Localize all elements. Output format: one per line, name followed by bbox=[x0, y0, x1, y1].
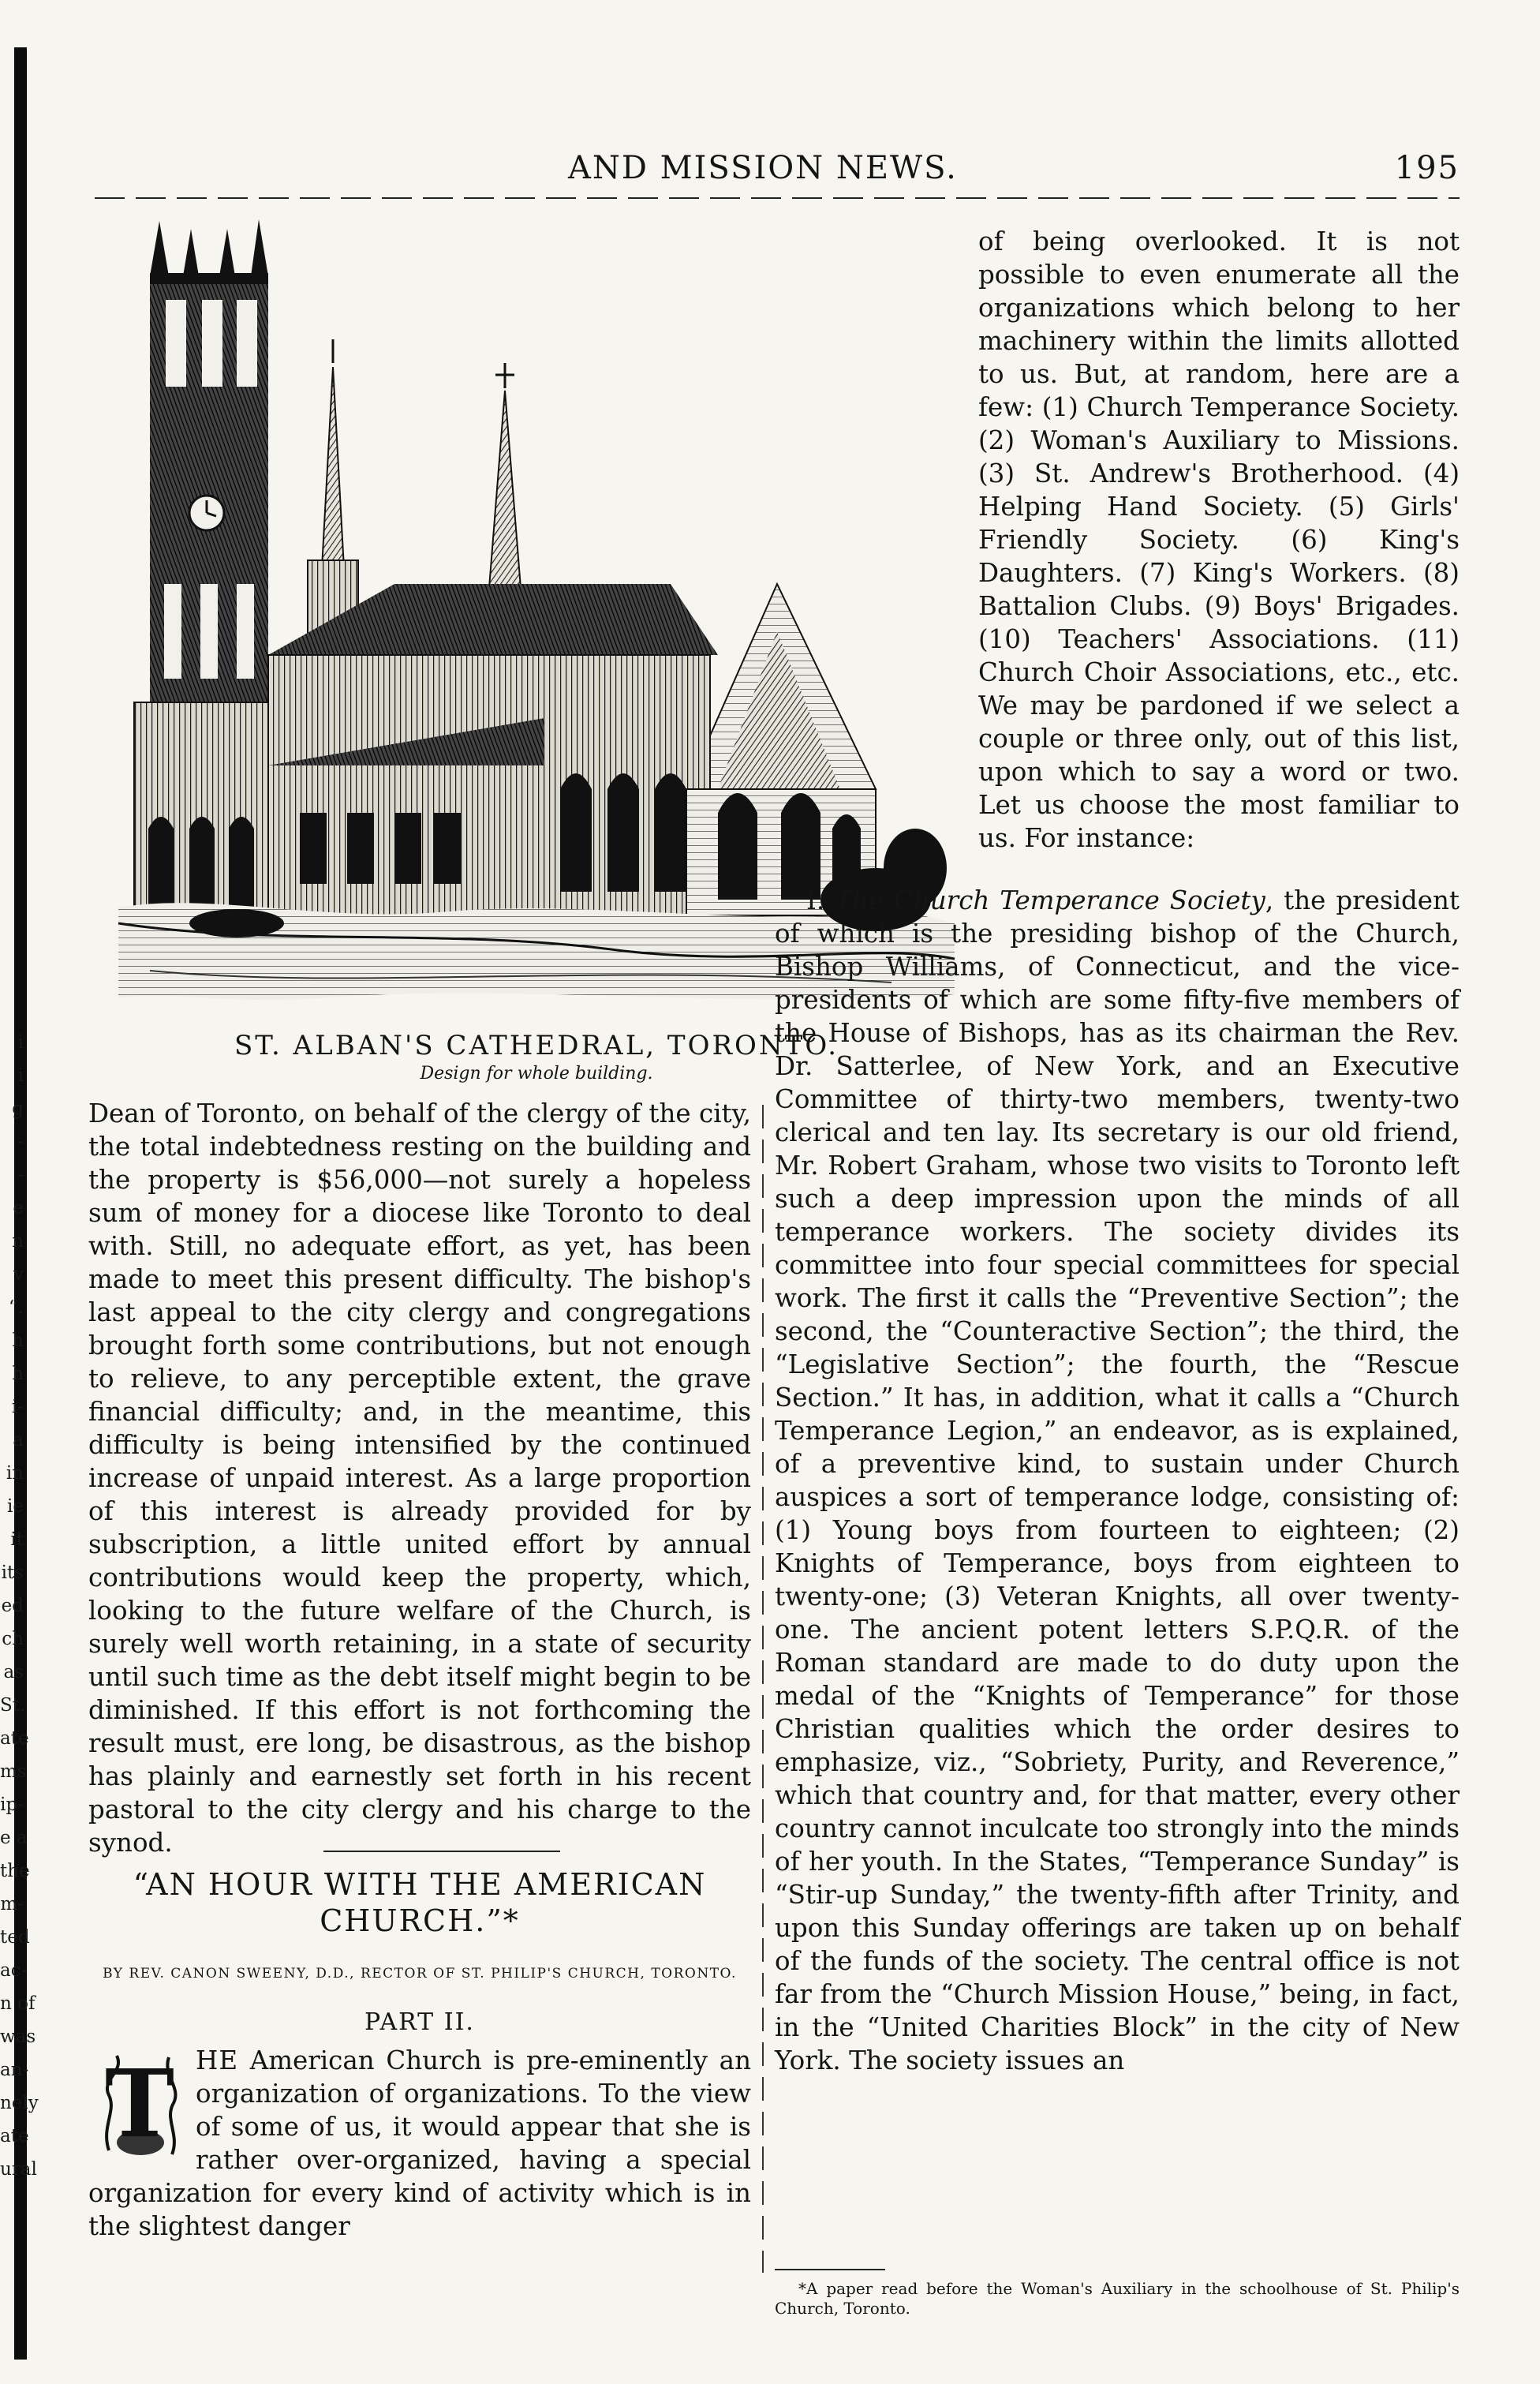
item-text: , the president of which is the presiding bishop of the Church, Bishop Williams, of Connecticut, and the vice-presidents of which are some fifty-five members of the House of Bishops, has as its chairman the Rev. Dr. Satterlee, of New York, and an Executive Committee of thirty-two members, twenty-two clerical and ten lay. Its secretary is our old friend, Mr. Robert Graham, whose two visits to Toronto left such a deep impression upon the minds of all temperance workers. The society divides its committee into four special committees for special work. The first it calls the “Preventive Section”; the second, the “Counteractive Section”; the third, the “Legislative Section”; the fourth, the “Rescue Section.” It has, in addition, what it calls a “Church Temperance Legion,” an endeavor, as is explained, of a preventive kind, to sustain under Church auspices a sort of temperance lodge, consisting of: (1) Young boys from fourteen to eighteen; (2) Knights of Temperance, boys from eighteen to twenty-one; (3) Veteran Knights, all over twenty-one. The ancient potent letters S.P.Q.R. of the Roman standard are made to do duty upon the medal of the “Knights of Temperance” for those Christian qualities which the order desires to emphasize, viz., “Sobriety, Purity, and Reverence,” which that country and, for that matter, every other country cannot inculcate too strongly into the minds of her youth. In the States, “Temperance Sunday” is “Stir-up Sunday,” the twenty-fifth after Trinity, and upon this Sunday offerings are taken up on behalf of the funds of the society. The central office is not far from the “Church Mission House,” being, in fact, in the “United Charities Block” in the city of New York. The society issues an bbox=[775, 885, 1460, 2075]
right-column-top bbox=[978, 225, 1460, 880]
running-head bbox=[95, 150, 1460, 194]
margin-fragment: ed bbox=[1, 1596, 24, 1616]
margin-fragment: in bbox=[6, 1463, 24, 1484]
margin-fragment: it bbox=[10, 1529, 24, 1550]
margin-fragment: an- bbox=[0, 2060, 29, 2080]
margin-fragment: ate bbox=[0, 2126, 29, 2146]
margin-fragment: ip- bbox=[0, 1795, 24, 1815]
dropcap-letter: T bbox=[105, 2049, 174, 2158]
margin-fragment: ted bbox=[0, 1927, 30, 1948]
item-title: The Church Temperance Society bbox=[835, 885, 1265, 915]
margin-fragment: v bbox=[13, 1264, 24, 1285]
margin-fragment: e a bbox=[0, 1828, 28, 1848]
footnote: *A paper read before the Woman's Auxiliary in the schoolhouse of St. Philip's Church, Toronto. bbox=[775, 2279, 1460, 2318]
article-intro bbox=[88, 2044, 751, 2249]
ornamental-dropcap bbox=[93, 2048, 186, 2166]
margin-fragment: n bbox=[12, 1231, 24, 1252]
header-rule bbox=[95, 197, 1460, 199]
margin-fragment: g bbox=[12, 1098, 24, 1119]
margin-fragment: m- bbox=[0, 1894, 24, 1914]
margin-fragment: ate bbox=[0, 1728, 29, 1749]
margin-fragment: as bbox=[3, 1662, 24, 1682]
margin-fragment: a bbox=[13, 1430, 24, 1450]
figure-caption: ST. ALBAN'S CATHEDRAL, TORONTO. bbox=[234, 1030, 839, 1061]
margin-fragment: h bbox=[12, 1364, 24, 1384]
intro-text: American Church is pre-eminently an organization of organizations. To the view of some of us, it would appear that she is rather over-organized, having a special organization for every kind of activity which is in the slightest danger bbox=[88, 2045, 751, 2241]
margin-fragment: ural bbox=[0, 2159, 37, 2180]
margin-fragment: “. bbox=[8, 1297, 24, 1318]
intro-lead: HE bbox=[196, 2045, 239, 2075]
body-paragraph: of being overlooked. It is not possible to even enumerate all the organizations which belong to her machinery within the limits allotted to us. But, at random, here are a few: (1) Church Temperance Society. (2) Woman's Auxiliary to Missions. (3) St. Andrew's Brotherhood. (4) Helping Hand Society. (5) Girls' Friendly Society. (6) King's Daughters. (7) King's Workers. (8) Battalion Clubs. (9) Boys' Brigades. (10) Teachers' Associations. (11) Church Choir Associations, etc., etc. We may be pardoned if we select a couple or three only, out of this list, upon which to say a word or two. Let us choose the most familiar to us. For instance: bbox=[978, 226, 1460, 853]
running-title: AND MISSION NEWS. bbox=[568, 150, 958, 186]
margin-fragment: h bbox=[12, 1330, 24, 1351]
margin-fragment: nely bbox=[0, 2093, 39, 2113]
figure-subcaption: Design for whole building. bbox=[420, 1064, 653, 1083]
body-paragraph: Dean of Toronto, on behalf of the clergy of the city, the total indebtedness resting on the building and the property is $56,000—not surely a hopeless sum of money for a diocese like Toronto to deal with. Still, no adequate effort, as yet, has been made to meet this present difficulty. The bishop's last appeal to the city clergy and congregations brought forth some contributions, but not enough to relieve, to any perceptible extent, the grave financial difficulty; and, in the meantime, this difficulty is being intensified by the continued increase of unpaid interest. As a large proportion of this interest is already provided for by subscription, a little united effort by annual contributions would keep the property, which, looking to the future welfare of the Church, is surely well worth retaining, in a state of security until such time as the debt itself might begin to be diminished. If this effort is not forthcoming the result must, ere long, be disastrous, as the bishop has plainly and earnestly set forth in his recent pastoral to the city clergy and his charge to the synod. bbox=[88, 1098, 751, 1858]
margin-fragment: i- bbox=[11, 1397, 24, 1417]
margin-fragment: St. bbox=[0, 1695, 26, 1716]
column-divider bbox=[762, 1105, 764, 2273]
list-item bbox=[775, 884, 1460, 2077]
article-byline: BY REV. CANON SWEENY, D.D., RECTOR OF ST. PHILIP'S CHURCH, TORONTO. bbox=[103, 1966, 737, 1982]
margin-fragment: i bbox=[17, 1065, 24, 1086]
margin-fragment: ch bbox=[2, 1629, 24, 1649]
margin-fragment: - bbox=[17, 1132, 24, 1152]
margin-fragment: e bbox=[13, 1198, 24, 1218]
section-rule bbox=[323, 1851, 560, 1852]
margin-fragments bbox=[0, 1026, 39, 2186]
margin-fragment: ac- bbox=[0, 1960, 28, 1981]
margin-fragment: was bbox=[0, 2027, 36, 2047]
article-part: PART II. bbox=[364, 2008, 475, 2036]
margin-fragment: ie bbox=[7, 1496, 24, 1517]
article-title: “AN HOUR WITH THE AMERICAN CHURCH.”* bbox=[133, 1867, 707, 1938]
margin-fragment: the bbox=[0, 1861, 30, 1881]
margin-fragment: its bbox=[1, 1563, 24, 1583]
margin-fragment: - bbox=[17, 1165, 24, 1185]
margin-fragment: n of bbox=[0, 1993, 36, 2014]
left-column bbox=[88, 1097, 751, 1858]
margin-fragment: ms bbox=[0, 1761, 27, 1782]
item-number: I. bbox=[806, 885, 825, 915]
margin-fragment: i bbox=[17, 1032, 24, 1053]
right-column-body bbox=[775, 884, 1460, 2225]
page-number: 195 bbox=[1394, 150, 1460, 186]
footnote-rule bbox=[775, 2269, 885, 2270]
